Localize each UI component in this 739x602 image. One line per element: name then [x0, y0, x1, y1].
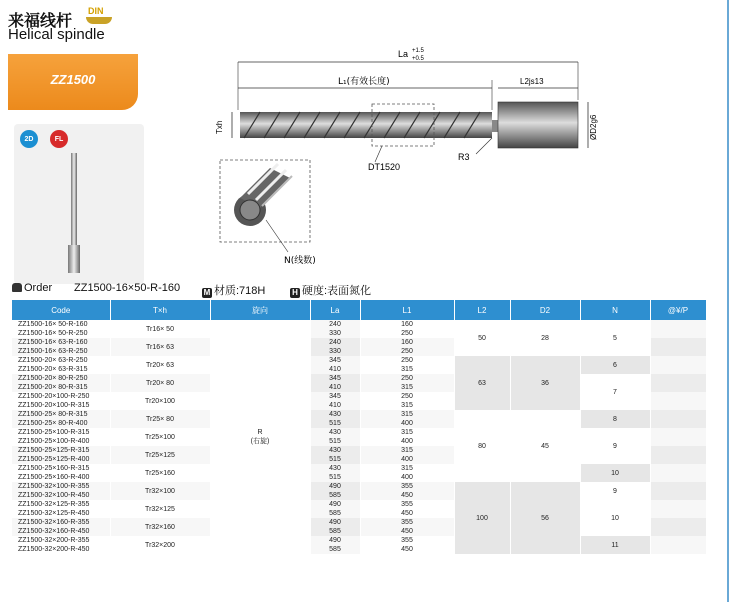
- table-row: [12, 500, 706, 509]
- la-cell: 330: [310, 347, 360, 356]
- code-cell: ZZ1500-16× 50-R-160: [12, 320, 110, 329]
- code-cell: ZZ1500-25× 80-R-315: [12, 410, 110, 419]
- code-cell: ZZ1500-20× 80-R-250: [12, 374, 110, 383]
- code-cell: ZZ1500-25×100-R-400: [12, 437, 110, 446]
- la-cell: 515: [310, 455, 360, 464]
- n-note: N(线数): [284, 256, 316, 266]
- la-cell: 585: [310, 491, 360, 500]
- price-cell: [650, 419, 706, 428]
- code-cell: ZZ1500-20×100-R-315: [12, 401, 110, 410]
- price-cell: [650, 536, 706, 545]
- price-cell: [650, 356, 706, 365]
- dt-note: DT1520: [368, 162, 401, 172]
- col-header: L1: [360, 300, 454, 320]
- price-cell: [650, 500, 706, 509]
- l1-cell: 450: [360, 509, 454, 518]
- l1-cell: 315: [360, 464, 454, 473]
- l1-cell: 250: [360, 392, 454, 401]
- r3-note: R3: [458, 152, 470, 162]
- l1-cell: 315: [360, 410, 454, 419]
- la-cell: 430: [310, 410, 360, 419]
- la-cell: 490: [310, 536, 360, 545]
- code-cell: ZZ1500-32×125-R-450: [12, 509, 110, 518]
- txh-cell: Tr16× 50: [110, 320, 210, 338]
- la-cell: 515: [310, 473, 360, 482]
- txh-dim: Txh: [215, 120, 224, 134]
- col-header: D2: [510, 300, 580, 320]
- txh-cell: Tr25×125: [110, 446, 210, 464]
- price-cell: [650, 491, 706, 500]
- code-cell: ZZ1500-25×125-R-315: [12, 446, 110, 455]
- txh-cell: Tr25× 80: [110, 410, 210, 428]
- n-cell: 6: [580, 356, 650, 374]
- price-cell: [650, 374, 706, 383]
- price-cell: [650, 428, 706, 437]
- l1-cell: 400: [360, 455, 454, 464]
- l2-cell: 100: [454, 482, 510, 554]
- txh-cell: Tr32×200: [110, 536, 210, 554]
- n-cell: 10: [580, 464, 650, 482]
- direction-value: R: [257, 429, 263, 436]
- la-cell: 430: [310, 464, 360, 473]
- price-cell: [650, 392, 706, 401]
- price-cell: [650, 329, 706, 338]
- la-cell: 410: [310, 401, 360, 410]
- l1-cell: 250: [360, 374, 454, 383]
- la-cell: 490: [310, 500, 360, 509]
- la-cell: 345: [310, 356, 360, 365]
- la-cell: 515: [310, 419, 360, 428]
- material-icon: M: [203, 288, 211, 297]
- n-cell: 9: [580, 428, 650, 464]
- la-cell: 490: [310, 482, 360, 491]
- ld-2d-badge-icon: 2D: [20, 130, 38, 148]
- din-logo-icon: [86, 17, 112, 24]
- l2-dim: L2js13: [520, 77, 544, 86]
- page-edge-border: [727, 0, 729, 602]
- table-row: [12, 464, 706, 473]
- n-cell: 7: [580, 374, 650, 410]
- code-cell: ZZ1500-25×125-R-400: [12, 455, 110, 464]
- direction-cell: [210, 320, 310, 554]
- col-header: Code: [12, 300, 110, 320]
- la-cell: 585: [310, 527, 360, 536]
- price-cell: [650, 410, 706, 419]
- txh-cell: Tr32×100: [110, 482, 210, 500]
- code-cell: ZZ1500-16× 50-R-250: [12, 329, 110, 338]
- la-cell: 345: [310, 374, 360, 383]
- n-cell: 11: [580, 536, 650, 554]
- la-cell: 240: [310, 338, 360, 347]
- code-cell: ZZ1500-16× 63-R-160: [12, 338, 110, 347]
- txh-cell: Tr32×160: [110, 518, 210, 536]
- din-label: DIN: [88, 6, 104, 16]
- hardness-icon: H: [290, 288, 300, 298]
- txh-cell: Tr20×100: [110, 392, 210, 410]
- hardness-spec: H 硬度:表面氮化: [290, 282, 371, 298]
- series-banner: [8, 54, 138, 110]
- col-header: 旋向: [210, 300, 310, 320]
- price-cell: [650, 527, 706, 536]
- price-cell: [650, 320, 706, 329]
- price-cell: [650, 383, 706, 392]
- code-cell: ZZ1500-20× 63-R-250: [12, 356, 110, 365]
- l1-cell: 450: [360, 545, 454, 554]
- l1-cell: 160: [360, 320, 454, 329]
- la-cell: 345: [310, 392, 360, 401]
- l1-cell: 315: [360, 428, 454, 437]
- code-cell: ZZ1500-32×200-R-355: [12, 536, 110, 545]
- l2-cell: 63: [454, 356, 510, 410]
- l1-cell: 450: [360, 491, 454, 500]
- la-cell: 330: [310, 329, 360, 338]
- la-cell: 410: [310, 365, 360, 374]
- phone-icon: [12, 283, 22, 292]
- table-row: [12, 320, 706, 329]
- l1-cell: 355: [360, 482, 454, 491]
- l1-cell: 450: [360, 527, 454, 536]
- col-header: L2: [454, 300, 510, 320]
- table-row: [12, 374, 706, 383]
- l1-cell: 250: [360, 347, 454, 356]
- code-cell: ZZ1500-32×160-R-355: [12, 518, 110, 527]
- title-chinese: 来福线杆: [8, 11, 73, 30]
- la-dim: La: [398, 49, 409, 59]
- order-code: ZZ1500-16×50-R-160: [74, 282, 181, 294]
- order-label: Order: [12, 282, 52, 294]
- code-cell: ZZ1500-32×200-R-450: [12, 545, 110, 554]
- txh-cell: Tr25×160: [110, 464, 210, 482]
- la-cell: 430: [310, 428, 360, 437]
- spindle-image: [68, 153, 80, 273]
- col-header: @¥/P: [650, 300, 706, 320]
- txh-cell: Tr16× 63: [110, 338, 210, 356]
- la-cell: 585: [310, 545, 360, 554]
- col-header: La: [310, 300, 360, 320]
- la-cell: 515: [310, 437, 360, 446]
- code-cell: ZZ1500-25×100-R-315: [12, 428, 110, 437]
- l1-dim: L₁(有效长度): [338, 77, 390, 87]
- d2-cell: 45: [510, 410, 580, 482]
- d2-cell: 56: [510, 482, 580, 554]
- l1-cell: 400: [360, 419, 454, 428]
- la-cell: 430: [310, 446, 360, 455]
- d2-cell: 28: [510, 320, 580, 356]
- code-cell: ZZ1500-20× 80-R-315: [12, 383, 110, 392]
- la-tol-minus: +0.5: [412, 56, 424, 62]
- price-cell: [650, 365, 706, 374]
- title-english: Helical spindle: [8, 26, 105, 43]
- txh-cell: Tr20× 63: [110, 356, 210, 374]
- n-cell: 5: [580, 320, 650, 356]
- la-cell: 585: [310, 509, 360, 518]
- code-cell: ZZ1500-32×100-R-450: [12, 491, 110, 500]
- code-cell: ZZ1500-25× 80-R-400: [12, 419, 110, 428]
- price-cell: [650, 473, 706, 482]
- la-tol-plus: +1.5: [412, 48, 424, 54]
- d2-dim: ØD2g6: [589, 114, 598, 140]
- price-cell: [650, 464, 706, 473]
- l1-cell: 315: [360, 401, 454, 410]
- col-header: T×h: [110, 300, 210, 320]
- table-row: [12, 536, 706, 545]
- l1-cell: 355: [360, 536, 454, 545]
- table-row: [12, 410, 706, 419]
- n-cell: 9: [580, 482, 650, 500]
- price-cell: [650, 509, 706, 518]
- price-cell: [650, 446, 706, 455]
- n-cell: 8: [580, 410, 650, 428]
- series-code: ZZ1500: [50, 72, 96, 87]
- code-cell: ZZ1500-32×160-R-450: [12, 527, 110, 536]
- price-cell: [650, 518, 706, 527]
- col-header: N: [580, 300, 650, 320]
- spec-table: [12, 300, 707, 554]
- code-cell: ZZ1500-20×100-R-250: [12, 392, 110, 401]
- la-cell: 240: [310, 320, 360, 329]
- txh-cell: Tr25×100: [110, 428, 210, 446]
- code-cell: ZZ1500-25×160-R-400: [12, 473, 110, 482]
- table-row: [12, 428, 706, 437]
- txh-cell: Tr32×125: [110, 500, 210, 518]
- l2-cell: 80: [454, 410, 510, 482]
- l1-cell: 400: [360, 437, 454, 446]
- price-cell: [650, 338, 706, 347]
- table-row: [12, 356, 706, 365]
- price-cell: [650, 437, 706, 446]
- code-cell: ZZ1500-25×160-R-315: [12, 464, 110, 473]
- code-cell: ZZ1500-20× 63-R-315: [12, 365, 110, 374]
- code-cell: ZZ1500-16× 63-R-250: [12, 347, 110, 356]
- l1-cell: 250: [360, 356, 454, 365]
- l1-cell: 400: [360, 473, 454, 482]
- l1-cell: 250: [360, 329, 454, 338]
- n-cell: 10: [580, 500, 650, 536]
- price-cell: [650, 482, 706, 491]
- price-cell: [650, 347, 706, 356]
- d2-cell: 36: [510, 356, 580, 410]
- material-spec: M 材质:718H: [203, 285, 266, 297]
- la-cell: 410: [310, 383, 360, 392]
- fl-badge-icon: FL: [50, 130, 68, 148]
- l1-cell: 315: [360, 446, 454, 455]
- table-row: [12, 482, 706, 491]
- txh-cell: Tr20× 80: [110, 374, 210, 392]
- code-cell: ZZ1500-32×100-R-355: [12, 482, 110, 491]
- code-cell: ZZ1500-32×125-R-355: [12, 500, 110, 509]
- l1-cell: 355: [360, 518, 454, 527]
- price-cell: [650, 545, 706, 554]
- l1-cell: 355: [360, 500, 454, 509]
- la-cell: 490: [310, 518, 360, 527]
- price-cell: [650, 401, 706, 410]
- direction-note: (右旋): [250, 438, 270, 445]
- l2-cell: 50: [454, 320, 510, 356]
- l1-cell: 315: [360, 383, 454, 392]
- l1-cell: 315: [360, 365, 454, 374]
- price-cell: [650, 455, 706, 464]
- l1-cell: 160: [360, 338, 454, 347]
- technical-drawing: [200, 40, 620, 280]
